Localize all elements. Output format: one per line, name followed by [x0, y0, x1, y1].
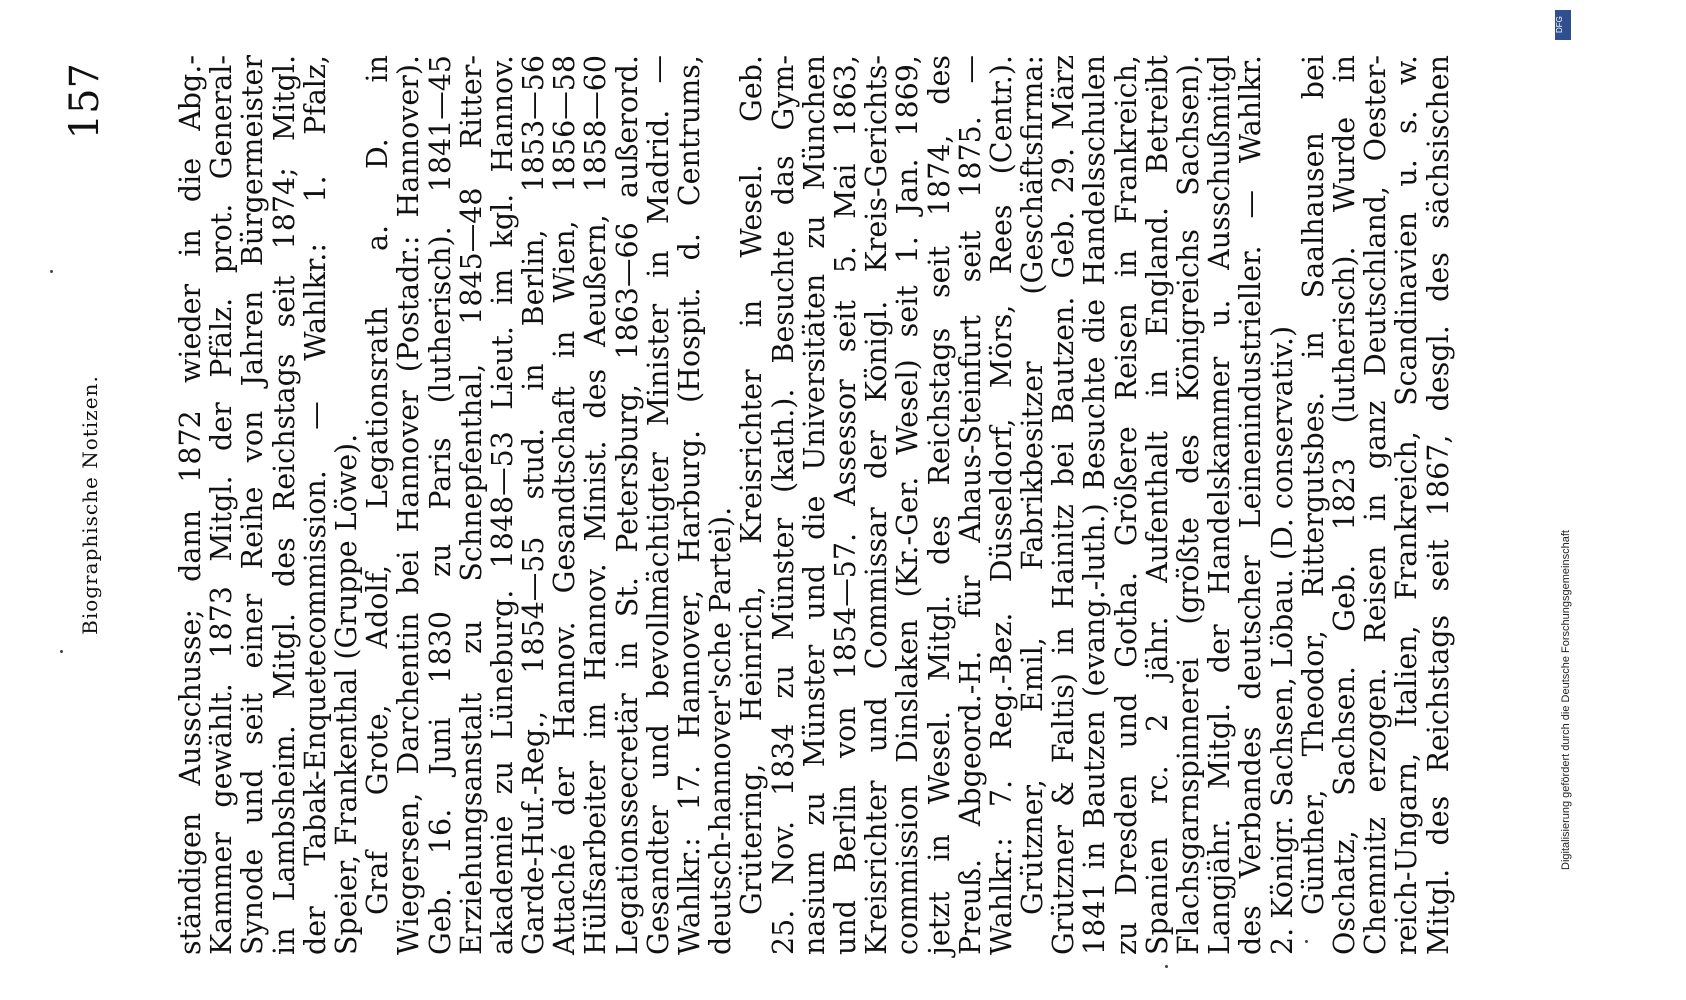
text-line: 2. Königr. Sachsen, Löbau. (D. conservativ.) — [1265, 325, 1299, 955]
text-line: Wahlkr.: 7. Reg.-Bez. Düsseldorf, Mörs, Rees (Centr.). — [984, 55, 1018, 955]
text-line: jetzt in Wesel. Mitgl. des Reichstags seit 1874, des — [922, 55, 956, 955]
text-line: akademie zu Lüneburg. 1848—53 Lieut. im kgl. Hannov. — [485, 55, 519, 955]
text-line: Graf Grote, Adolf, Legationsrath a. D. in — [361, 55, 395, 915]
text-line: Grützner & Faltis) in Hainitz bei Bautzen. Geb. 29. März — [1047, 55, 1081, 955]
text-line: 1841 in Bautzen (evang.-luth.) Besuchte die Handelsschulen — [1078, 55, 1112, 955]
text-line: Gesandter und bevollmächtigter Minister in Madrid. — — [641, 55, 675, 955]
text-line: Kreisrichter und Commissar der Königl. Kreis-Gerichts- — [860, 55, 894, 955]
text-line: Günther, Theodor, Rittergutsbes. in Saalhausen bei — [1296, 55, 1330, 915]
text-line: in Lambsheim. Mitgl. des Reichstags seit 1874; Mitgl. — [267, 55, 301, 955]
rotated-page — [60, 55, 1460, 955]
text-line: Garde-Huf.-Reg., 1854—55 stud. in Berlin, 1853—56 — [517, 55, 551, 955]
text-line: Attaché der Hannov. Gesandtschaft in Wien, 1856—58 — [548, 55, 582, 955]
text-line: Kammer gewählt. 1873 Mitgl. der Pfälz. prot. General- — [205, 55, 239, 955]
page-body — [174, 55, 1455, 955]
text-line: Hülfsarbeiter im Hannov. Minist. des Aeußern, 1858—60 — [579, 55, 613, 955]
scan-speck — [60, 650, 63, 653]
text-line: Wiegersen, Darchentin bei Hannover (Postadr.: Hannover). — [392, 55, 426, 955]
text-line: Legationssecretär in St. Petersburg, 1863—66 außerord. — [610, 55, 644, 955]
text-line: Preuß. Abgeord.-H. für Ahaus-Steinfurt seit 1875. — — [953, 55, 987, 955]
text-line: zu Dresden und Gotha. Größere Reisen in Frankreich, — [1109, 55, 1143, 955]
text-line: Grützner, Emil, Fabrikbesitzer (Geschäftsfirma: — [1016, 55, 1050, 915]
text-line: Synode und seit einer Reihe von Jahren Bürgermeister — [236, 55, 270, 955]
text-line: Oschatz, Sachsen. Geb. 1823 (lutherisch). Wurde in — [1327, 55, 1361, 955]
text-line: Wahlkr.: 17. Hannover, Harburg. (Hospit. d. Centrums, — [673, 55, 706, 955]
text-line: 25. Nov. 1834 zu Münster (kath.). Besuchte das Gym- — [766, 55, 800, 955]
text-line: Mitgl. des Reichstags seit 1867, desgl. des sächsischen — [1421, 55, 1455, 955]
text-line: Langjähr. Mitgl. der Handelskammer u. Ausschußmitgl — [1203, 55, 1237, 955]
text-line: Spanien rc. 2 jähr. Aufenthalt in England. Betreibt — [1140, 55, 1174, 955]
text-line: commission Dinslaken (Kr.-Ger. Wesel) seit 1. Jan. 1869, — [891, 55, 925, 955]
text-line: der Tabak-Enquetecommission. — Wahlkr.: 1. Pfalz, — [298, 55, 332, 955]
scan-speck — [1305, 940, 1308, 943]
text-line: Chemnitz erzogen. Reisen in ganz Deutschland, Oester- — [1359, 55, 1393, 955]
text-line: Erziehungsanstalt zu Schnepfenthal, 1845—48 Ritter- — [454, 55, 488, 955]
scan-speck — [50, 270, 53, 273]
text-line: Grütering, Heinrich, Kreisrichter in Wesel. Geb. — [735, 55, 769, 915]
dfg-logo: DFG — [1555, 10, 1571, 40]
text-line: Speier, Frankenthal (Gruppe Löwe). — [329, 433, 363, 955]
page-header — [60, 55, 130, 955]
text-line: ständigen Ausschusse; dann 1872 wieder in die Abg.- — [174, 55, 207, 955]
text-line: Flachsgarnspinnerei (größte des Königreichs Sachsen). — [1172, 55, 1205, 955]
text-line: und Berlin von 1854—57. Assessor seit 5. Mai 1863, — [828, 55, 862, 955]
text-line: nasium zu Münster und die Universitäten zu München — [797, 55, 831, 955]
digitization-credit: Digitalisierung gefördert durch die Deutsche Forschungsgemeinschaft — [1560, 530, 1572, 870]
text-line: des Verbandes deutscher Leinenindustrieller. — Wahlkr. — [1234, 55, 1268, 955]
running-head: Biographische Notizen. — [78, 375, 102, 635]
text-line: deutsch-hannover'sche Partei). — [704, 506, 738, 955]
text-line: reich-Ungarn, Italien, Frankreich, Scandinavien u. s. w. — [1390, 55, 1424, 955]
text-line: Geb. 16. Juni 1830 zu Paris (lutherisch). 1841—45 — [423, 55, 457, 955]
page-number: 157 — [62, 63, 108, 140]
scan-speck — [1165, 965, 1168, 968]
